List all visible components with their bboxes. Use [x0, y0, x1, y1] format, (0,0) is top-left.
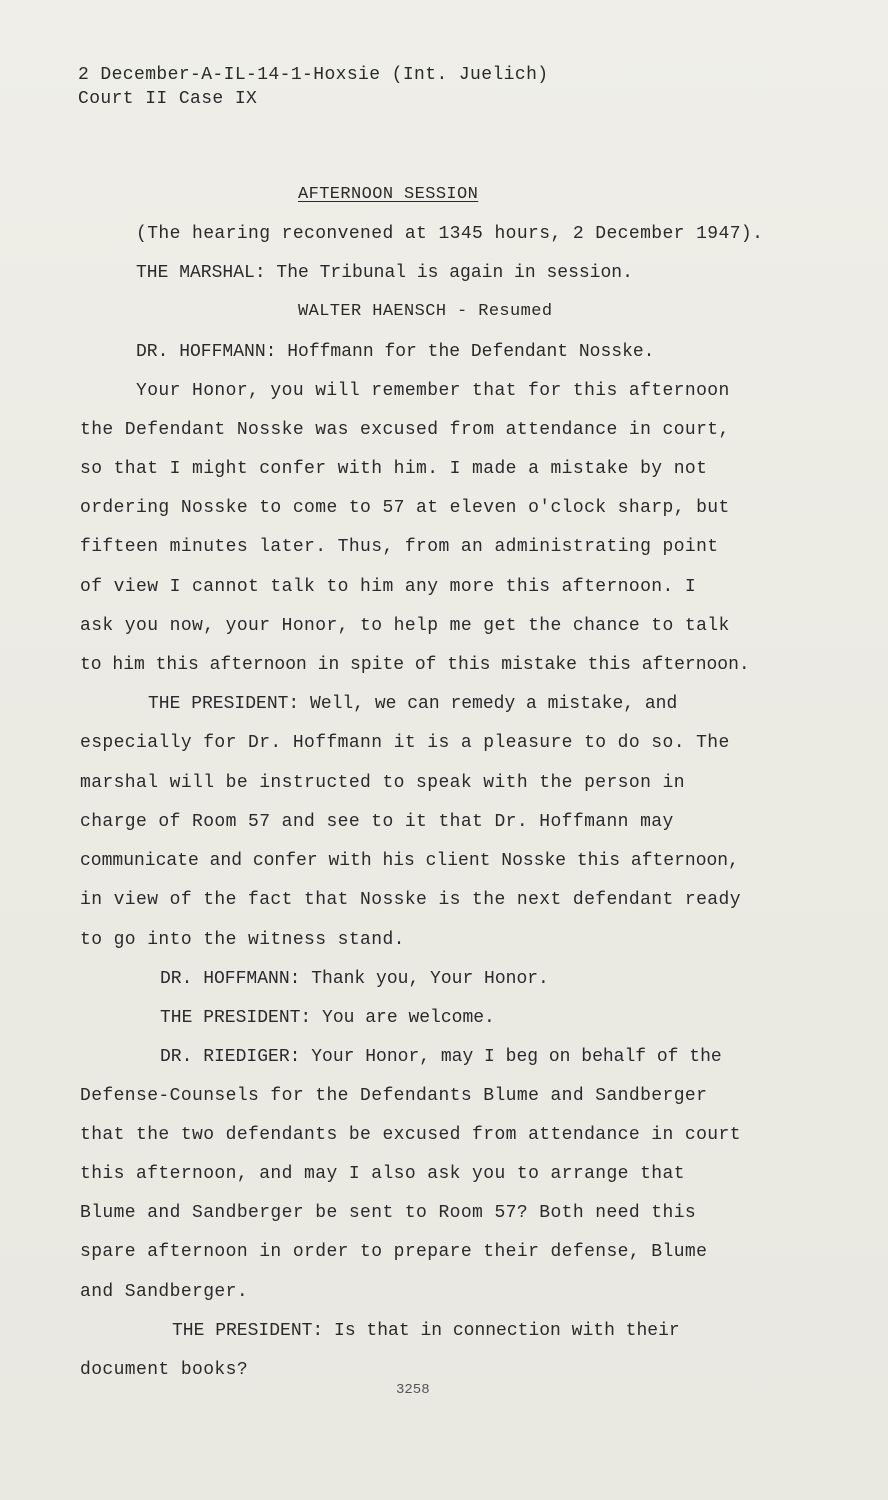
page-number: 3258	[396, 1382, 430, 1398]
transcript-line: especially for Dr. Hoffmann it is a pleasure to do so. The	[80, 733, 730, 753]
transcript-line: communicate and confer with his client Nosske this afternoon,	[80, 851, 739, 871]
transcript-line: THE PRESIDENT: Is that in connection with their	[172, 1321, 680, 1341]
transcript-line: DR. RIEDIGER: Your Honor, may I beg on behalf of the	[160, 1047, 722, 1067]
transcript-line: document books?	[80, 1360, 249, 1380]
transcript-line: the Defendant Nosske was excused from attendance in court,	[80, 420, 730, 440]
transcript-line: Your Honor, you will remember that for this afternoon	[136, 381, 730, 401]
transcript-line: Defense-Counsels for the Defendants Blume and Sandberger	[80, 1086, 708, 1106]
transcript-line: that the two defendants be excused from attendance in court	[80, 1125, 741, 1145]
transcript-line: ask you now, your Honor, to help me get the chance to talk	[80, 616, 730, 636]
transcript-line: (The hearing reconvened at 1345 hours, 2 December 1947).	[136, 224, 764, 244]
transcript-line: DR. HOFFMANN: Hoffmann for the Defendant Nosske.	[136, 342, 655, 362]
witness-heading: WALTER HAENSCH - Resumed	[298, 302, 553, 321]
session-title: AFTERNOON SESSION	[298, 185, 479, 204]
header-line-1: 2 December-A-IL-14-1-Hoxsie (Int. Juelich)	[78, 65, 549, 85]
transcript-line: and Sandberger.	[80, 1282, 249, 1302]
transcript-line: of view I cannot talk to him any more this afternoon. I	[80, 577, 697, 597]
transcript-line: spare afternoon in order to prepare their defense, Blume	[80, 1242, 708, 1262]
header-line-2: Court II Case IX	[78, 89, 258, 109]
transcript-line: DR. HOFFMANN: Thank you, Your Honor.	[160, 969, 549, 989]
transcript-line: so that I might confer with him. I made a mistake by not	[80, 459, 708, 479]
transcript-line: marshal will be instructed to speak with the person in	[80, 773, 685, 793]
transcript-line: THE PRESIDENT: Well, we can remedy a mistake, and	[148, 694, 678, 714]
transcript-line: ordering Nosske to come to 57 at eleven o'clock sharp, but	[80, 498, 730, 518]
transcript-line: this afternoon, and may I also ask you to arrange that	[80, 1164, 685, 1184]
transcript-line: charge of Room 57 and see to it that Dr. Hoffmann may	[80, 812, 674, 832]
transcript-line: in view of the fact that Nosske is the next defendant ready	[80, 890, 741, 910]
transcript-line: to him this afternoon in spite of this mistake this afternoon.	[80, 655, 750, 675]
transcript-line: THE PRESIDENT: You are welcome.	[160, 1008, 495, 1028]
transcript-line: THE MARSHAL: The Tribunal is again in session.	[136, 263, 633, 283]
transcript-line: Blume and Sandberger be sent to Room 57? Both need this	[80, 1203, 697, 1223]
transcript-line: to go into the witness stand.	[80, 930, 405, 950]
transcript-line: fifteen minutes later. Thus, from an administrating point	[80, 537, 719, 557]
